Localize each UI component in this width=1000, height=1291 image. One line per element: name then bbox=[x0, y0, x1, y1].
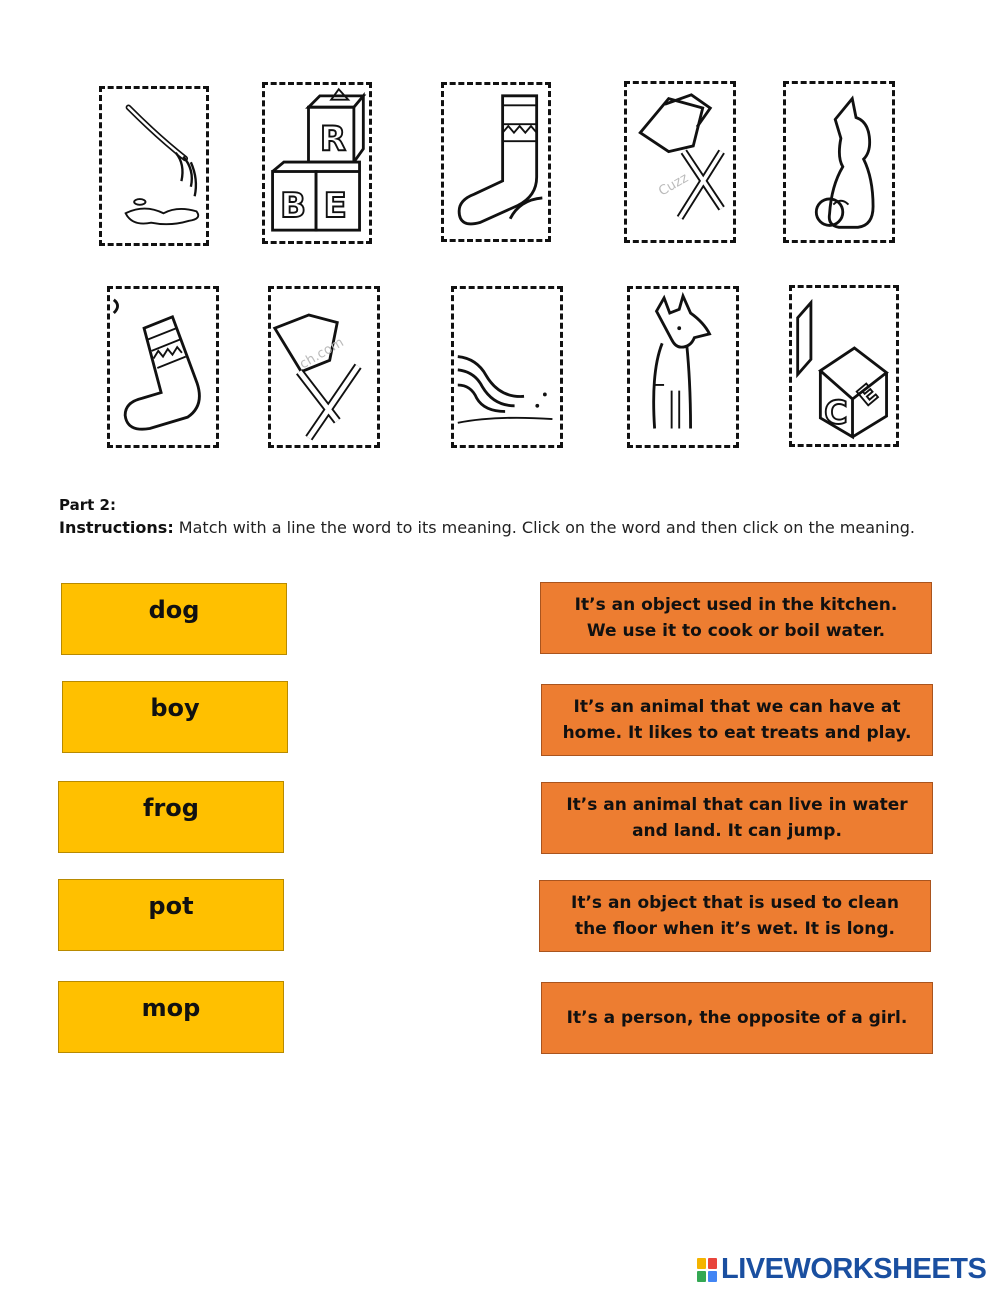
word-box-pot[interactable]: pot bbox=[58, 879, 284, 951]
meaning-box-person[interactable]: It’s a person, the opposite of a girl. bbox=[541, 982, 933, 1054]
word-box-frog[interactable]: frog bbox=[58, 781, 284, 853]
mop-icon bbox=[454, 289, 560, 445]
meaning-box-cleaning-object[interactable]: It’s an object that is used to clean the floor when it’s wet. It is long. bbox=[539, 880, 931, 952]
abc-blocks-icon bbox=[265, 85, 369, 241]
blocks-picture-card-1[interactable] bbox=[262, 82, 372, 244]
animal-picture-card-1[interactable] bbox=[783, 81, 895, 243]
instructions-text: Match with a line the word to its meaning. Click on the word and then click on the meaning. bbox=[173, 518, 915, 537]
fox-picture-card[interactable] bbox=[627, 286, 739, 448]
liveworksheets-logo bbox=[697, 1253, 986, 1286]
svg-text:Cuzz: Cuzz bbox=[656, 170, 692, 200]
letter-picture-card-2[interactable] bbox=[268, 286, 380, 448]
letter-picture-card-1[interactable] bbox=[624, 81, 736, 243]
svg-text:ch.com: ch.com bbox=[297, 335, 347, 373]
abc-blocks-icon bbox=[792, 288, 896, 444]
mop-picture-card-1[interactable] bbox=[99, 86, 209, 246]
part-title: Part 2: bbox=[59, 496, 116, 514]
svg-text:R: R bbox=[319, 119, 347, 160]
word-box-mop[interactable]: mop bbox=[58, 981, 284, 1053]
mop-picture-card-2[interactable] bbox=[451, 286, 563, 448]
svg-text:C: C bbox=[824, 393, 848, 432]
instructions bbox=[59, 517, 939, 538]
word-box-boy[interactable]: boy bbox=[62, 681, 288, 753]
meaning-box-pet-animal[interactable]: It’s an animal that we can have at home. It likes to eat treats and play. bbox=[541, 684, 933, 756]
letter-x-icon bbox=[271, 289, 377, 445]
svg-text:E: E bbox=[323, 185, 347, 226]
fox-icon bbox=[630, 289, 736, 445]
meaning-box-water-land-animal[interactable]: It’s an animal that can live in water and land. It can jump. bbox=[541, 782, 933, 854]
sock-icon bbox=[110, 289, 216, 445]
meaning-box-kitchen-object[interactable]: It’s an object used in the kitchen. We use it to cook or boil water. bbox=[540, 582, 932, 654]
word-box-dog[interactable]: dog bbox=[61, 583, 287, 655]
blocks-picture-card-2[interactable] bbox=[789, 285, 899, 447]
logo-text: LIVEWORKSHEETS bbox=[721, 1253, 987, 1285]
logo-blocks-icon bbox=[697, 1258, 717, 1282]
sock-picture-card-1[interactable] bbox=[441, 82, 551, 242]
svg-text:E: E bbox=[851, 378, 884, 412]
sock-icon bbox=[444, 85, 548, 239]
svg-text:B: B bbox=[280, 185, 307, 226]
letter-x-icon bbox=[627, 84, 733, 240]
sock-picture-card-2[interactable] bbox=[107, 286, 219, 448]
mop-icon bbox=[102, 89, 206, 243]
instructions-label: Instructions: bbox=[59, 518, 174, 537]
animal-icon bbox=[786, 84, 892, 240]
